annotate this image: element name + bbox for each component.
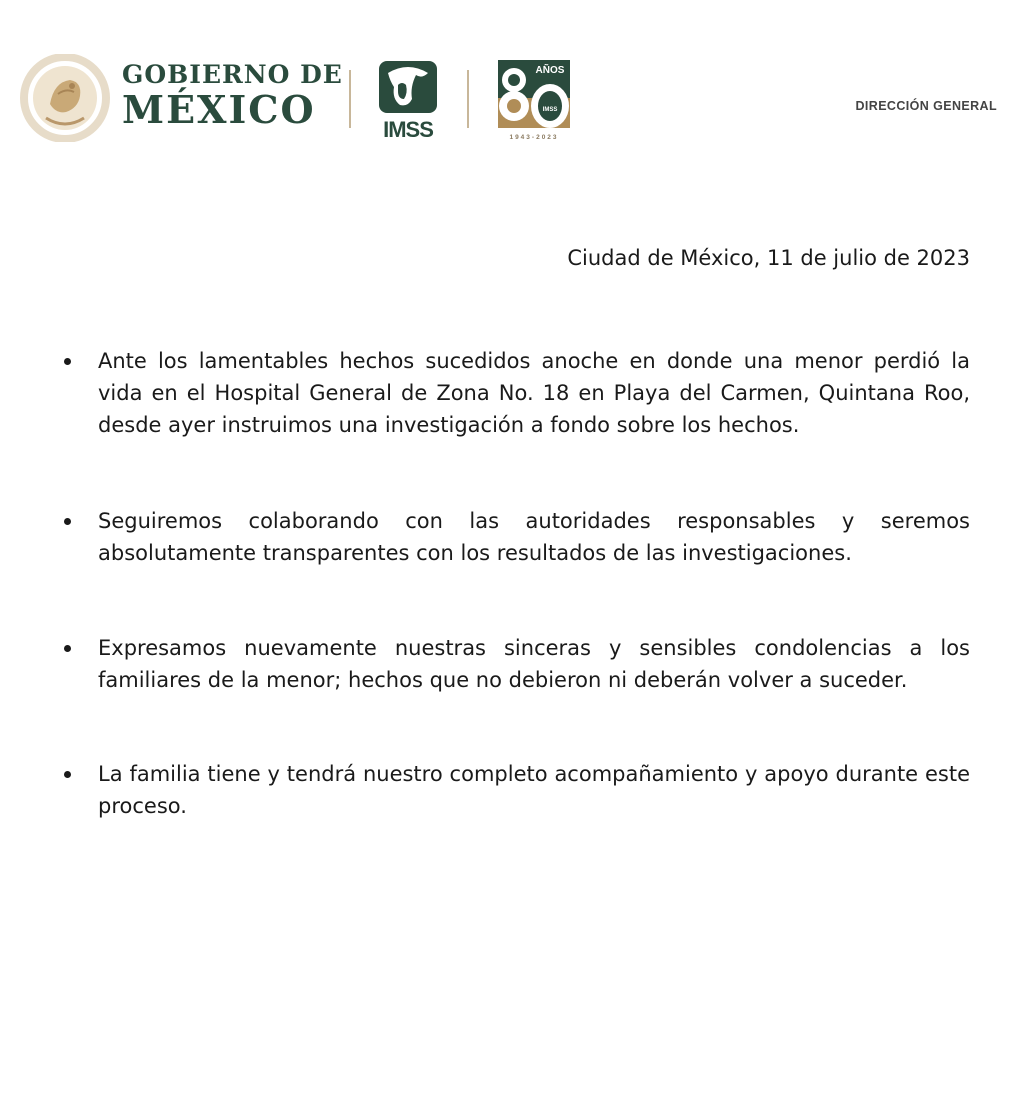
statement-text: Seguiremos colaborando con las autoridades responsables y seremos absolutamente transparentes con los resultados de las investigaciones. [98,509,970,565]
svg-text:IMSS: IMSS [542,107,558,113]
letterhead [0,0,1029,160]
logo-line-1: GOBIERNO DE [122,60,343,89]
svg-text:1943-2023: 1943-2023 [509,134,559,141]
imss-logo-icon [376,59,440,141]
bullet-icon [64,645,71,652]
bullet-icon [64,518,71,525]
logo-divider [467,70,469,128]
statement-text: Ante los lamentables hechos sucedidos anoche en donde una menor perdió la vida en el Hospital General de Zona No. 18 en Playa del Carmen, Quintana Roo, desde ayer instruimos una investigación a fondo sobre los hechos. [98,349,970,437]
statement-text: Expresamos nuevamente nuestras sinceras y sensibles condolencias a los familiares de la menor; hechos que no debieron ni deberán volver a suceder. [98,636,970,692]
statement-text: La familia tiene y tendrá nuestro completo acompañamiento y apoyo durante este proceso. [98,762,970,818]
svg-text:IMSS: IMSS [383,117,433,141]
gobierno-de-mexico-logo [122,60,343,132]
dateline: Ciudad de México, 11 de julio de 2023 [567,246,970,270]
svg-text:AÑOS: AÑOS [535,65,565,76]
80-anos-logo-icon [496,58,572,142]
department-label: DIRECCIÓN GENERAL [855,99,997,113]
bullet-icon [64,358,71,365]
bullet-icon [64,771,71,778]
logo-divider [349,70,351,128]
mexican-seal-icon [20,54,110,142]
logo-line-2: MÉXICO [122,87,316,132]
